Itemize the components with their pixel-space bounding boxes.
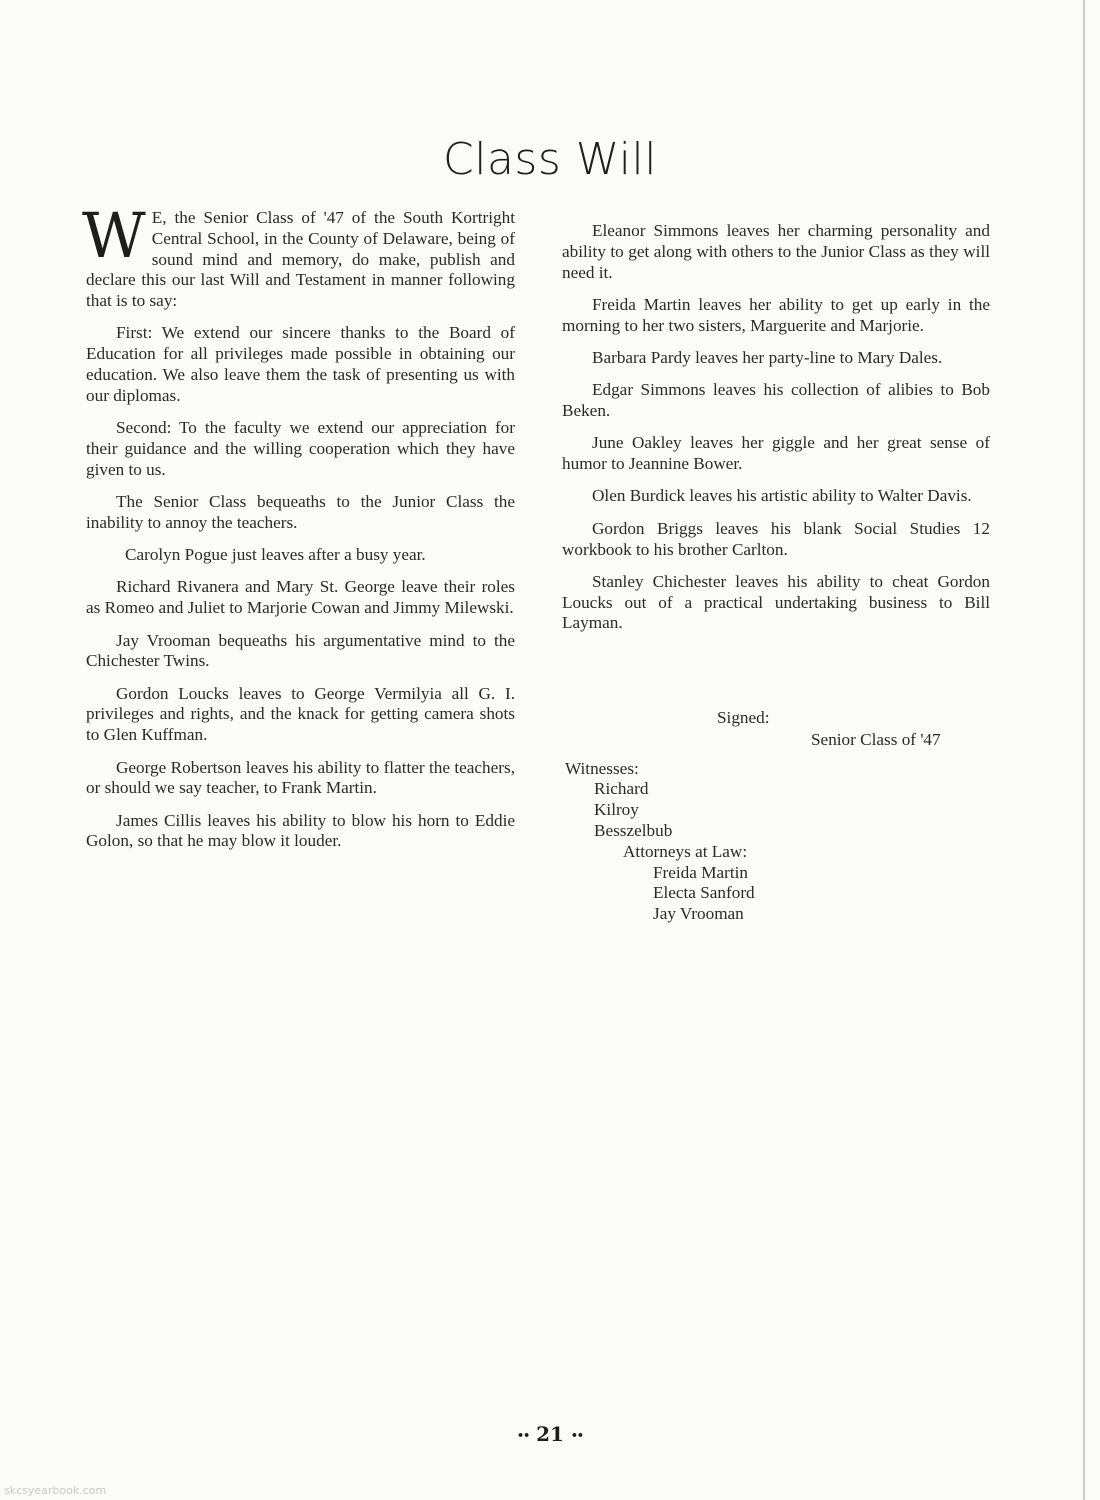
bequest-paragraph: Stanley Chichester leaves his ability to cheat Gordon Loucks out of a practical undertaking business to Bill Layman. [562,571,990,633]
watermark: skcsyearbook.com [4,1484,107,1497]
bequest-paragraph: Barbara Pardy leaves her party-line to Mary Dales. [592,347,943,367]
page-number-text: 21 [536,1422,564,1446]
bequest-paragraph: Richard Rivanera and Mary St. George leave their roles as Romeo and Juliet to Marjorie Cowan and Jimmy Milewski. [86,577,515,618]
bequest-paragraph: Gordon Briggs leaves his blank Social Studies 12 workbook to his brother Carlton. [562,518,990,559]
page-edge [1083,0,1085,1500]
right-column [562,221,990,646]
witness-name: Besszelbub [594,820,673,840]
bequest-paragraph: Eleanor Simmons leaves her charming personality and ability to get along with others to the Junior Class as they will need it. [562,221,990,282]
bequest-paragraph: Carolyn Pogue just leaves after a busy year. [125,545,426,565]
drop-cap: W [82,199,146,272]
attorney-name: Electa Sanford [653,883,755,903]
attorney-name: Freida Martin [653,862,748,882]
signer-name: Senior Class of '47 [811,729,941,749]
bequest-paragraph: The Senior Class bequeaths to the Junior Class the inability to annoy the teachers. [86,492,515,532]
signature-block [565,708,995,925]
ornament-left-icon: •• [517,1429,530,1442]
bequest-paragraph: Olen Burdick leaves his artistic ability to Walter Davis. [592,486,972,506]
left-column [82,199,515,864]
witness-name: Richard [594,779,649,799]
opening-text: E, the Senior Class of '47 of the South Kortright Central School, in the County of Delaware, being of sound mind and memory, do make, publish and declare this our last Will and Testament in manner following that is to say: [86,208,515,311]
bequest-paragraph: Freida Martin leaves her ability to get up early in the morning to her two sisters, Marguerite and Marjorie. [562,294,990,335]
signed-label: Signed: [717,708,770,727]
bequest-paragraph: George Robertson leaves his ability to flatter the teachers, or should we say teacher, to Frank Martin. [86,757,515,798]
witnesses-label: Witnesses: [565,758,639,778]
witness-name: Kilroy [594,800,639,820]
bequest-paragraph: First: We extend our sincere thanks to the Board of Education for all privileges made possible in obtaining our education. We also leave them the task of presenting us with our diplomas. [86,323,515,405]
attorney-name: Jay Vrooman [653,904,744,924]
bequest-paragraph: James Cillis leaves his ability to blow his horn to Eddie Golon, so that he may blow it louder. [86,810,515,851]
page-number [0,1422,1100,1446]
bequest-paragraph: Second: To the faculty we extend our appreciation for their guidance and the willing cooperation which they have given to us. [86,418,515,479]
bequest-paragraph: Gordon Loucks leaves to George Vermilyia all G. I. privileges and rights, and the knack for getting camera shots to Glen Kuffman. [86,683,515,745]
bequest-paragraph: Jay Vrooman bequeaths his argumentative mind to the Chichester Twins. [86,630,515,671]
bequest-paragraph: June Oakley leaves her giggle and her great sense of humor to Jeannine Bower. [562,433,990,474]
ornament-right-icon: •• [570,1429,583,1442]
bequest-paragraph: Edgar Simmons leaves his collection of alibies to Bob Beken. [562,380,990,421]
attorneys-label: Attorneys at Law: [623,841,748,861]
opening-paragraph [82,199,515,312]
page-title: Class Will [443,134,657,185]
